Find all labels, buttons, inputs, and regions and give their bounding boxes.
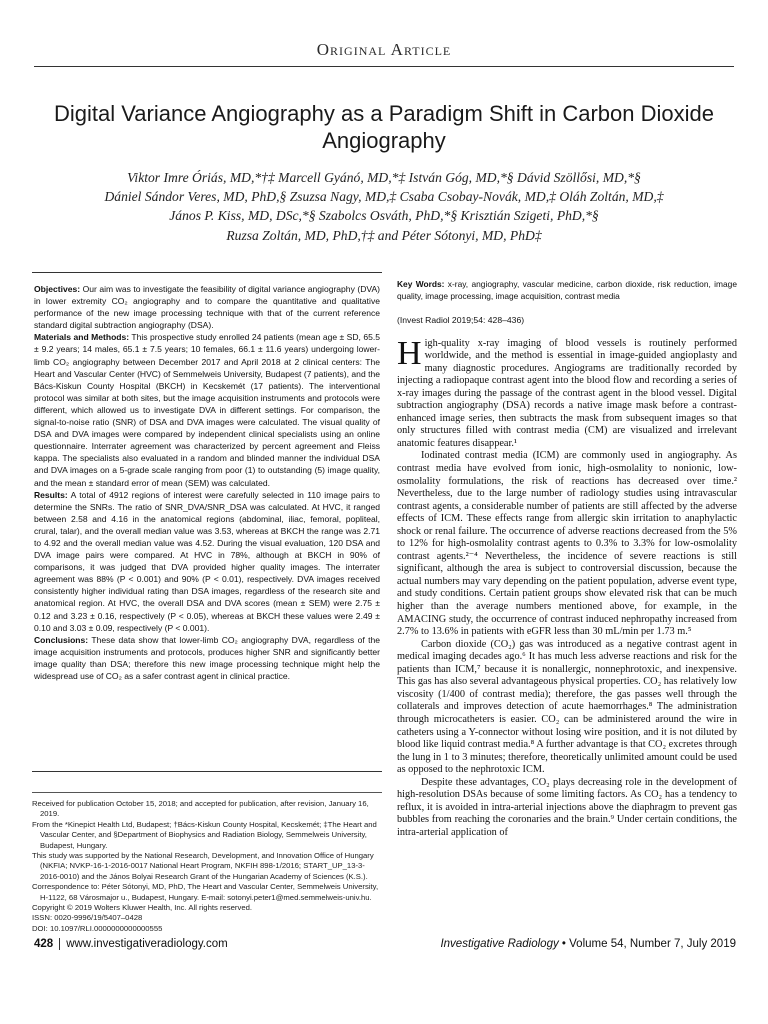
article-title: Digital Variance Angiography as a Paradigm Shift in Carbon Dioxide Angiography	[54, 101, 714, 153]
abstract-objectives	[34, 283, 380, 331]
abstract-conclusions	[34, 634, 380, 682]
keywords-label: Key Words:	[397, 279, 445, 289]
section-label: Original Article	[316, 40, 452, 59]
author-line: Ruzsa Zoltán, MD, PhD,†‡ and Péter Sótonyi, MD, PhD‡	[226, 227, 542, 243]
author-list	[60, 168, 708, 245]
objectives-text: Our aim was to investigate the feasibility of digital variance angiography (DVA) in lower extremity CO₂ angiography and to compare the quantitative and qualitative performance of the new image processing technique with that of the current reference standard digital subtraction angiography (DSA).	[34, 284, 380, 331]
results-text: A total of 4912 regions of interest were carefully selected in 110 image pairs to determine the SNRs. The ratio of SNR_DVA/SNR_DSA was calculated. At HVC, it ranged between 2.58 and 4.16 in the anatomical regions (abdominal, iliac, femoral, popliteal, crural, talar), and the overall median value was 3.53, whereas at BKCH the range was 2.71 to 4.92 and the overall median value was 4.52. During the visual evaluation, 120 DSA and DVA image pairs were compared. At HVC in 78%, although at BKCH in 90% of comparisons, it was judged that DVA provided higher quality images. The interrater agreement was 88% (P < 0.001) and 90% (P < 0.01), respectively. DVA images received consistently higher individual rating than DSA images, regardless of the research site and anatomical region. At HVC, the overall DSA and DVA scores (mean ± SEM) were 2.75 ± 0.12 and 3.23 ± 0.16, respectively (P < 0.05), whereas at BKCH these values were 2.49 ± 0.10 and 3.03 ± 0.09, respectively (P < 0.001).	[34, 489, 380, 633]
body-text: igh-quality x-ray imaging of blood vessels is routinely performed worldwide, and the method is essential in image-guided angioplasty and many diagnostic procedures. Angiograms are traditionally recorded by injecting a radiopaque contrast agent into the blood flow and recording a series of x-ray images during the passage of the contrast agent in the blood vessel. Digital subtraction angiography (DSA) records a native image mask before a contrast-enhanced image series, then subtracts the mask from subsequent images so that only structures filled with contrast media (CM) are visualized and irrelevant anatomic features disappear.¹	[397, 337, 737, 449]
drop-cap: H	[397, 334, 422, 372]
results-label: Results:	[34, 489, 68, 500]
journal-name: Investigative Radiology	[440, 938, 559, 950]
abstract-results	[34, 489, 380, 634]
footnote-copyright: Copyright © 2019 Wolters Kluwer Health, Inc. All rights reserved.	[32, 903, 253, 913]
conclusions-text: These data show that lower-limb CO₂ angiography DVA, regardless of the image acquisition instruments and protocols, produces higher SNR and significantly better image quality than DSA; therefore this new image processing technique might help the widespread use of CO₂ as a safer contrast agent in clinical practice.	[34, 634, 380, 681]
body-paragraph: Iodinated contrast media (ICM) are commonly used in angiography. As contrast media have evolved from ionic, high-osmolality to nonionic, low-osmolality formulations, the risk of reactions has decreased over time.² Nevertheless, due to the large number of radiology studies using intravascular contrast agents, a considerable number of patients are still affected by the adverse effects of ICM. These effects range from allergic skin irritation to anaphylactic shock or renal failure. The occurrence of adverse reactions decreased from the 5% to 12% for high-osmolality contrast agents to 0.3% to 3.3% for low-osmolality contrast agents.²⁻⁴ Nevertheless, the incidence of severe reactions is still significant, although the area is subject to controversial discussion, because the actual numbers may vary depending on the patient population, adverse event type, and study conditions. Certain patient groups show elevated risk that can be much higher than the average numbers mentioned above, for example, in the AMACING study, the occurrence of contrast induced nephropathy increased from 2.7% to 13.6% in patients with eGFR less than 30 mL/min per 1.73 m.⁵	[397, 450, 737, 638]
footnotes	[32, 792, 382, 934]
objectives-label: Objectives:	[34, 284, 81, 294]
body-paragraph	[397, 334, 737, 451]
journal-website-link[interactable]: www.investigativeradiology.com	[66, 938, 228, 951]
body-paragraph: Despite these advantages, CO₂ plays decreasing role in the development of high-resolution DSAs because of some limiting factors. As CO₂ has a tendency to reflux, it is avoided in intra-arterial injections above the diaphragm to prevent gas bubbles from reaching the coronaries and the brain.⁹ Under certain conditions, the intra-arterial application of	[397, 776, 737, 838]
header-rule	[34, 66, 734, 67]
footer-divider	[59, 938, 60, 950]
footnote-doi[interactable]: DOI: 10.1097/RLI.0000000000000555	[32, 923, 163, 933]
issue-info: • Volume 54, Number 7, July 2019	[561, 938, 736, 950]
footnote-correspondence[interactable]: Correspondence to: Péter Sótonyi, MD, PhD, The Heart and Vascular Center, Semmelweis University, H-1122, 68 Városmajor u., Budapest, Hungary. E-mail: sotonyi.peter1@med.semmelweis-univ.hu.	[32, 882, 379, 902]
footer-right	[440, 938, 736, 950]
right-column	[397, 278, 737, 968]
methods-label: Materials and Methods:	[34, 332, 130, 343]
page-number: 428	[34, 938, 54, 951]
keywords	[397, 278, 737, 302]
author-line: János P. Kiss, MD, DSc,*§ Szabolcs Osváth, PhD,*§ Krisztián Szigeti, PhD,*§	[169, 208, 599, 224]
author-line: Viktor Imre Óriás, MD,*†‡ Marcell Gyánó, MD,*‡ István Góg, MD,*§ Dávid Szöllősi, MD,*§	[127, 170, 641, 185]
footnote-issn: ISSN: 0020-9996/19/5407–0428	[32, 913, 143, 923]
footnote-received: Received for publication October 15, 2018; and accepted for publication, after revision, January 16, 2019.	[32, 799, 369, 819]
conclusions-label: Conclusions:	[34, 634, 89, 645]
footer-left	[34, 938, 228, 950]
abstract-methods	[34, 331, 380, 488]
methods-text: This prospective study enrolled 24 patients (mean age ± SD, 65.5 ± 9.2 years; 14 males, 65.1 ± 7.5 years; 10 females, 66.1 ± 11.6 years) undergoing lower-limb CO₂ angiography between December 2017 and April 2018 at 2 clinical centers: The Heart and Vascular Center (HVC) of Semmelweis University, Budapest (7 patients), and the Bács-Kiskun County Hospital (BKCH) in Kecskemét (17 patients). The interventional protocol was similar at both sites, but the image acquisition instruments and protocols were different, which allowed us to investigate DVA in different settings. For comparison, the signal-to-noise ratio (SNR) of DSA and DVA images were calculated. The visual quality of DSA and DVA images were compared by independent clinical specialists using an online questionnaire. Interrater agreement was characterized by percent agreement and Fleiss kappa. The specialists also evaluated in a random and blinded manner the individual DSA and DVA images on a 5-grade scale ranging from poor (1) to outstanding (5) image quality, and the mean ± standard error of mean (SEM) was calculated.	[34, 332, 380, 488]
abstract	[32, 272, 382, 772]
author-line: Dániel Sándor Veres, MD, PhD,§ Zsuzsa Nagy, MD,‡ Csaba Csobay-Novák, MD,‡ Oláh Zoltán, MD,‡	[104, 189, 664, 205]
body-paragraph: Carbon dioxide (CO₂) gas was introduced as a negative contrast agent in medical imaging decades ago.⁶ It has much less adverse reactions and risk for the patients than ICM,⁷ because it is nonallergic, nonnephrotoxic, and inexpensive. This gas has also several advantageous physical properties. CO₂ has relatively low viscosity (1/400 of contrast media); therefore, the gas passes well through the collaterals and improves detection of acute haemorrhages.⁸ The administration through microcatheters is easier. CO₂ can be administered around the wire in catheters using a Y-connector without losing wire position, and it is not diluted by blood like liquid contrast media.⁸ A further advantage is that CO₂ excretes through the lung in 1 to 3 minutes; therefore, theoretically unlimited amount could be used as opposed to the nephrotoxic ICM.	[397, 638, 737, 776]
citation: (Invest Radiol 2019;54: 428–436)	[397, 315, 525, 325]
footnote-funding: This study was supported by the National Research, Development, and Innovation Office of Hungary (NKFIA; NVKP-16-1-2016-0017 National Heart Program, NKFIH 898-1/2016; START_UP_13-3-2016-0010) and the János Bolyai Research Grant of the Hungarian Academy of Sciences (K.S.).	[32, 851, 374, 881]
keywords-text: x-ray, angiography, vascular medicine, carbon dioxide, risk reduction, image quality, image processing, image acquisition, contrast media	[397, 279, 737, 301]
footnote-affiliations: From the *Kinepict Health Ltd, Budapest; †Bács-Kiskun County Hospital, Kecskemét; ‡The Heart and Vascular Center, and §Department of Biophysics and Radiation Biology, Semmelweis University, Budapest, Hungary.	[32, 819, 377, 850]
